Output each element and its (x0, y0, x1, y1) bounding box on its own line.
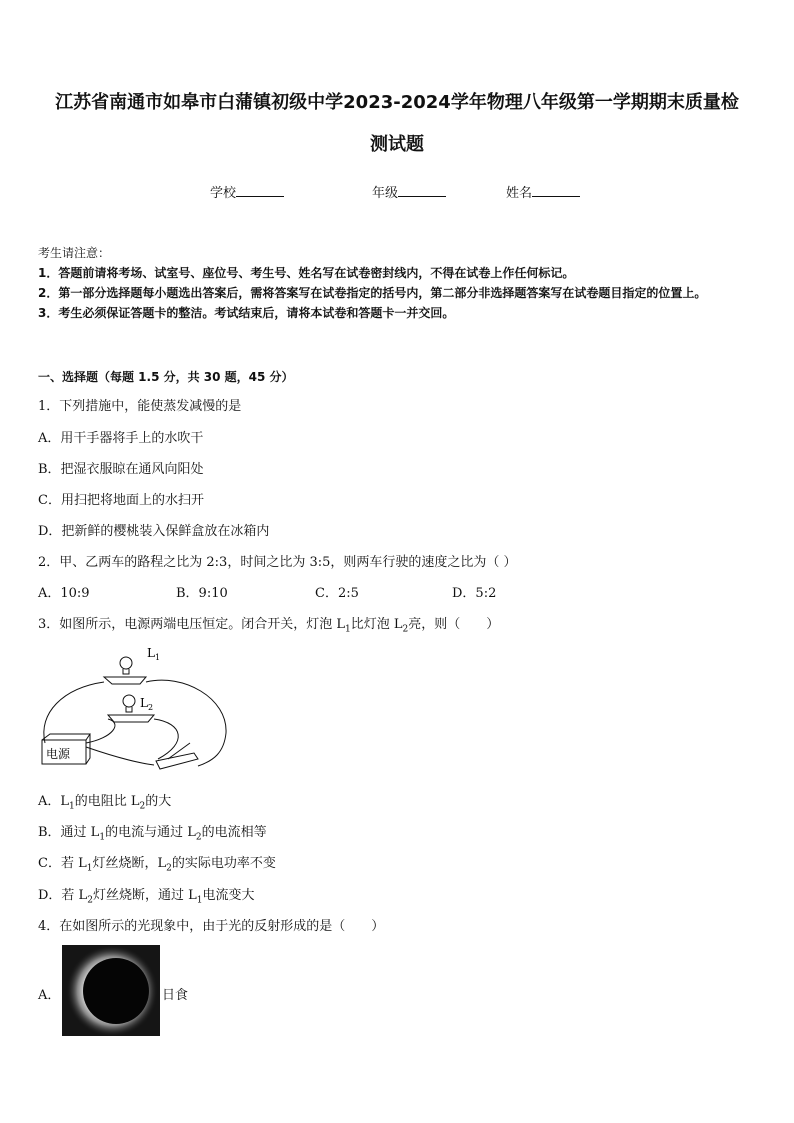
exam-title-line-2: 测试题 (370, 134, 424, 155)
grade-blank (398, 184, 446, 197)
wire (154, 719, 178, 759)
name-label: 姓名 (506, 186, 533, 201)
q2-stem: 2．甲、乙两车的路程之比为 2:3，时间之比为 3:5，则两车行驶的速度之比为（ ） (38, 555, 517, 570)
q3-option-b-text: 的电流相等 (201, 825, 267, 840)
grade-label: 年级 (372, 186, 399, 201)
q3-option-c-text: 灯丝烧断，L (92, 856, 167, 871)
wire (146, 680, 226, 766)
q1-stem: 1．下列措施中，能使蒸发减慢的是 (38, 399, 242, 414)
q2-option-a: A．10:9 (38, 586, 90, 601)
grade-field (372, 182, 446, 201)
q3-option-a-text: A．L (38, 794, 70, 809)
q3-option-d-text: D．若 L (38, 888, 88, 903)
label-l2: $L_2$ (140, 696, 154, 712)
name-field (506, 182, 580, 201)
subscript: 1 (196, 895, 203, 906)
note-item: 2．第一部分选择题每小题选出答案后，需将答案写在试卷指定的括号内，第二部分非选择题答案写在试卷题目指定的位置上。 (38, 286, 707, 300)
wire (86, 747, 154, 765)
label-l1: $L_1$ (147, 646, 161, 662)
q3-option-b (38, 821, 267, 843)
q3-option-b-text: B．通过 L (38, 825, 100, 840)
subscript: 1 (99, 832, 106, 843)
q4-stem: 4．在如图所示的光现象中，由于光的反射形成的是（ ） (38, 919, 385, 934)
subscript: 1 (69, 801, 75, 812)
school-blank (236, 184, 284, 197)
bulb-l1-base (104, 677, 146, 684)
section-heading: 一、选择题（每题 1.5 分，共 30 题，45 分） (38, 370, 294, 384)
note-item: 1．答题前请将考场、试室号、座位号、考生号、姓名写在试卷密封线内，不得在试卷上作任何标记。 (38, 266, 575, 280)
q1-option-d: D．把新鲜的樱桃装入保鲜盒放在冰箱内 (38, 524, 270, 539)
notes-block (38, 243, 763, 323)
notes-heading: 考生请注意： (38, 246, 111, 260)
q3-option-d-text: 灯丝烧断，通过 L (92, 888, 197, 903)
q4-option-a-label: A． (38, 988, 61, 1003)
q1-option-b: B．把湿衣服晾在通风向阳处 (38, 462, 204, 477)
q2-option-b: B．9:10 (176, 586, 228, 601)
subscript: 2 (195, 832, 202, 843)
subscript: 2 (166, 863, 172, 874)
q3-option-a-text: 的电阻比 L (74, 794, 140, 809)
bulb-l2-base (108, 715, 154, 722)
subscript: 2 (402, 624, 409, 635)
subscript: 1 (86, 863, 93, 874)
q2-option-d: D．5:2 (452, 586, 497, 601)
subscript: 1 (345, 624, 351, 635)
solar-eclipse-image (62, 945, 160, 1036)
bulb-l2-icon (123, 695, 135, 707)
bulb-l1-icon (120, 657, 132, 669)
battery-label: 电源 (46, 747, 71, 761)
q3-stem-part: 3．如图所示，电源两端电压恒定。闭合开关，灯泡 L (38, 617, 346, 632)
school-field (210, 182, 284, 201)
name-blank (532, 184, 580, 197)
q3-stem-part: 亮，则（ ） (408, 617, 500, 632)
q3-option-a-text: 的大 (145, 794, 172, 809)
circuit-diagram (38, 643, 238, 778)
school-label: 学校 (210, 186, 237, 201)
q3-option-d-text: 电流变大 (202, 888, 255, 903)
q3-option-d (38, 884, 254, 906)
q3-option-c-text: 的实际电功率不变 (171, 856, 276, 871)
eclipse-icon (62, 945, 160, 1036)
q1-option-c: C．用扫把将地面上的水扫开 (38, 493, 204, 508)
q3-option-b-text: 的电流与通过 L (105, 825, 196, 840)
q3-option-c (38, 852, 276, 874)
q3-option-c-text: C．若 L (38, 856, 87, 871)
q4-option-a-text: 日食 (162, 988, 189, 1003)
switch-base (156, 753, 198, 769)
q3-option-a (38, 790, 171, 812)
q3-stem (38, 613, 499, 635)
q1-option-a: A．用干手器将手上的水吹干 (38, 431, 204, 446)
note-item: 3．考生必须保证答题卡的整洁。考试结束后，请将本试卷和答题卡一并交回。 (38, 306, 455, 320)
subscript: 2 (139, 801, 146, 812)
exam-title-line-1: 江苏省南通市如皋市白蒲镇初级中学2023-2024学年物理八年级第一学期期末质量检 (55, 92, 739, 113)
q2-option-c: C．2:5 (315, 586, 359, 601)
subscript: 2 (87, 895, 93, 906)
q3-stem-part: 比灯泡 L (350, 617, 403, 632)
